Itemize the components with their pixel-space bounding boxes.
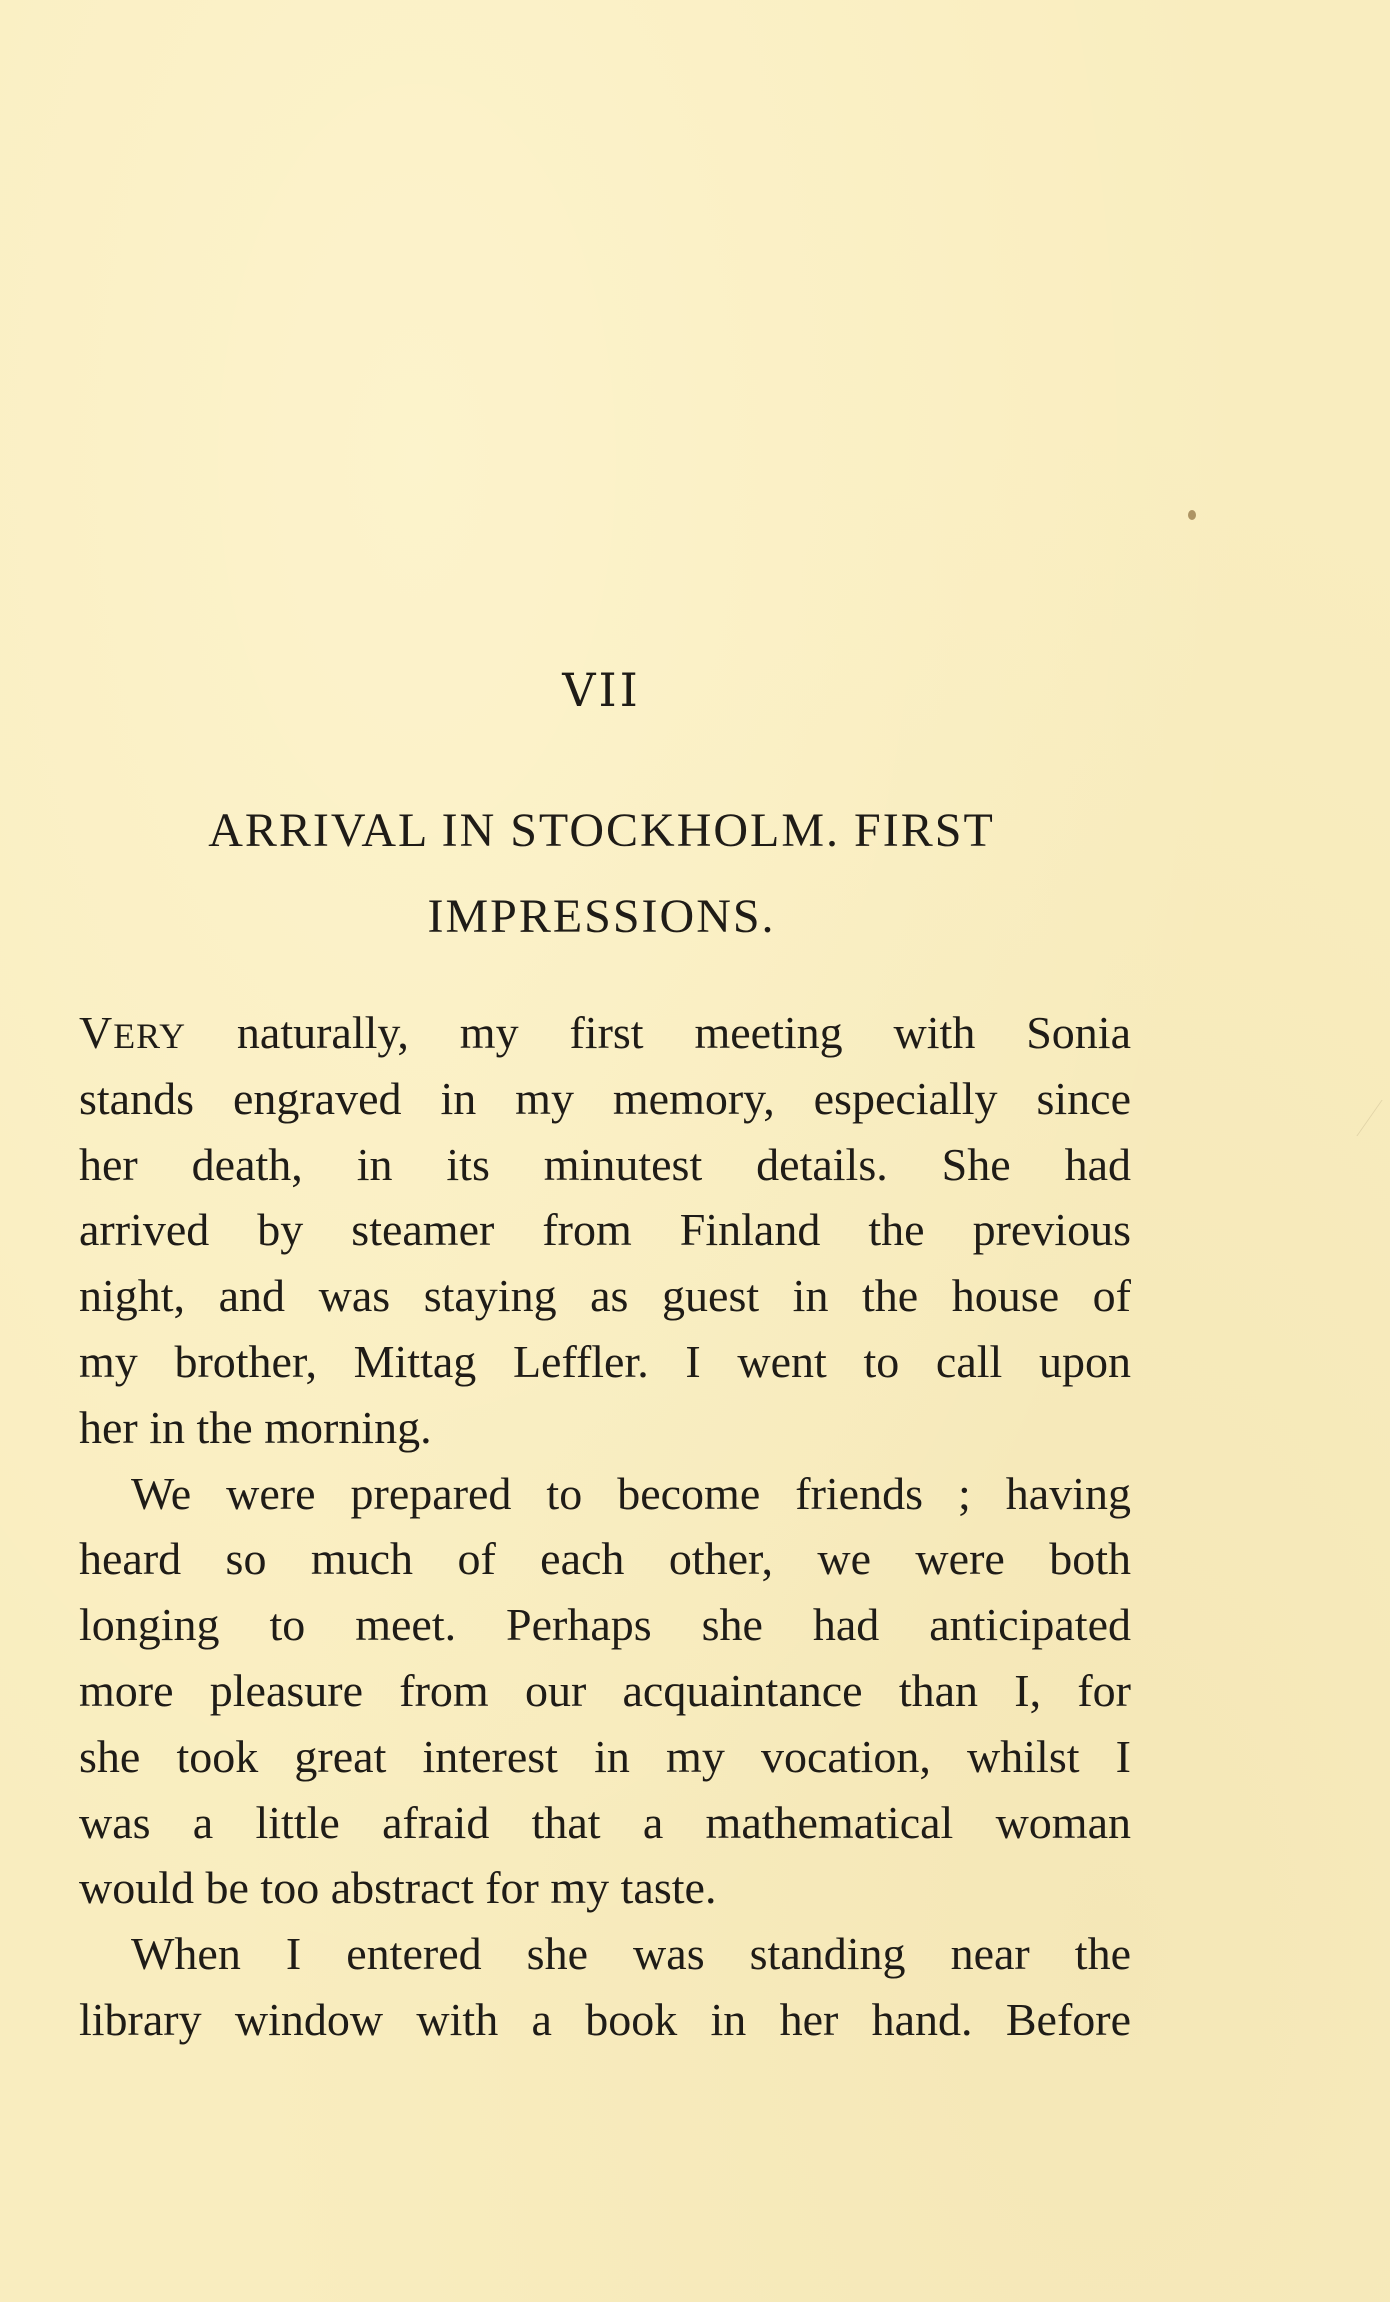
chapter-title — [80, 788, 1123, 960]
text-line-15: When I entered she was standing near the — [131, 1928, 1131, 1980]
text-line-1 — [79, 1000, 1131, 1066]
text-line-2: stands engraved in my memory, especially since — [79, 1072, 1131, 1124]
text-line-6: my brother, Mittag Leffler. I went to call upon — [79, 1335, 1131, 1387]
paper-speck — [1188, 510, 1196, 520]
opening-capital: V — [79, 1007, 114, 1058]
text-line-10: longing to meet. Perhaps she had anticipated — [79, 1599, 1131, 1651]
chapter-title-line-1: ARRIVAL IN STOCKHOLM. FIRST — [208, 804, 995, 857]
text-line-1-rest: naturally, my first meeting with Sonia — [186, 1007, 1131, 1058]
text-line-11: more pleasure from our acquaintance than I, for — [79, 1664, 1131, 1716]
opening-word — [79, 1007, 186, 1058]
text-line-14: would be too abstract for my taste. — [79, 1862, 717, 1914]
opening-small-caps: ERY — [113, 1016, 187, 1056]
chapter-number: VII — [562, 663, 641, 717]
body-text — [79, 1000, 1131, 2053]
text-line-5: night, and was staying as guest in the house of — [79, 1270, 1131, 1322]
text-line-16: library window with a book in her hand. Before — [79, 1993, 1131, 2045]
paper-edge-mark — [1356, 1100, 1390, 1136]
text-line-7: her in the morning. — [79, 1401, 432, 1453]
chapter-title-line-2: IMPRESSIONS. — [427, 890, 776, 943]
text-line-13: was a little afraid that a mathematical woman — [79, 1796, 1131, 1848]
text-line-4: arrived by steamer from Finland the previous — [79, 1204, 1131, 1256]
text-line-9: heard so much of each other, we were both — [79, 1533, 1131, 1585]
text-line-3: her death, in its minutest details. She had — [79, 1138, 1131, 1190]
text-line-8: We were prepared to become friends ; having — [131, 1467, 1131, 1519]
text-line-12: she took great interest in my vocation, whilst I — [79, 1730, 1131, 1782]
